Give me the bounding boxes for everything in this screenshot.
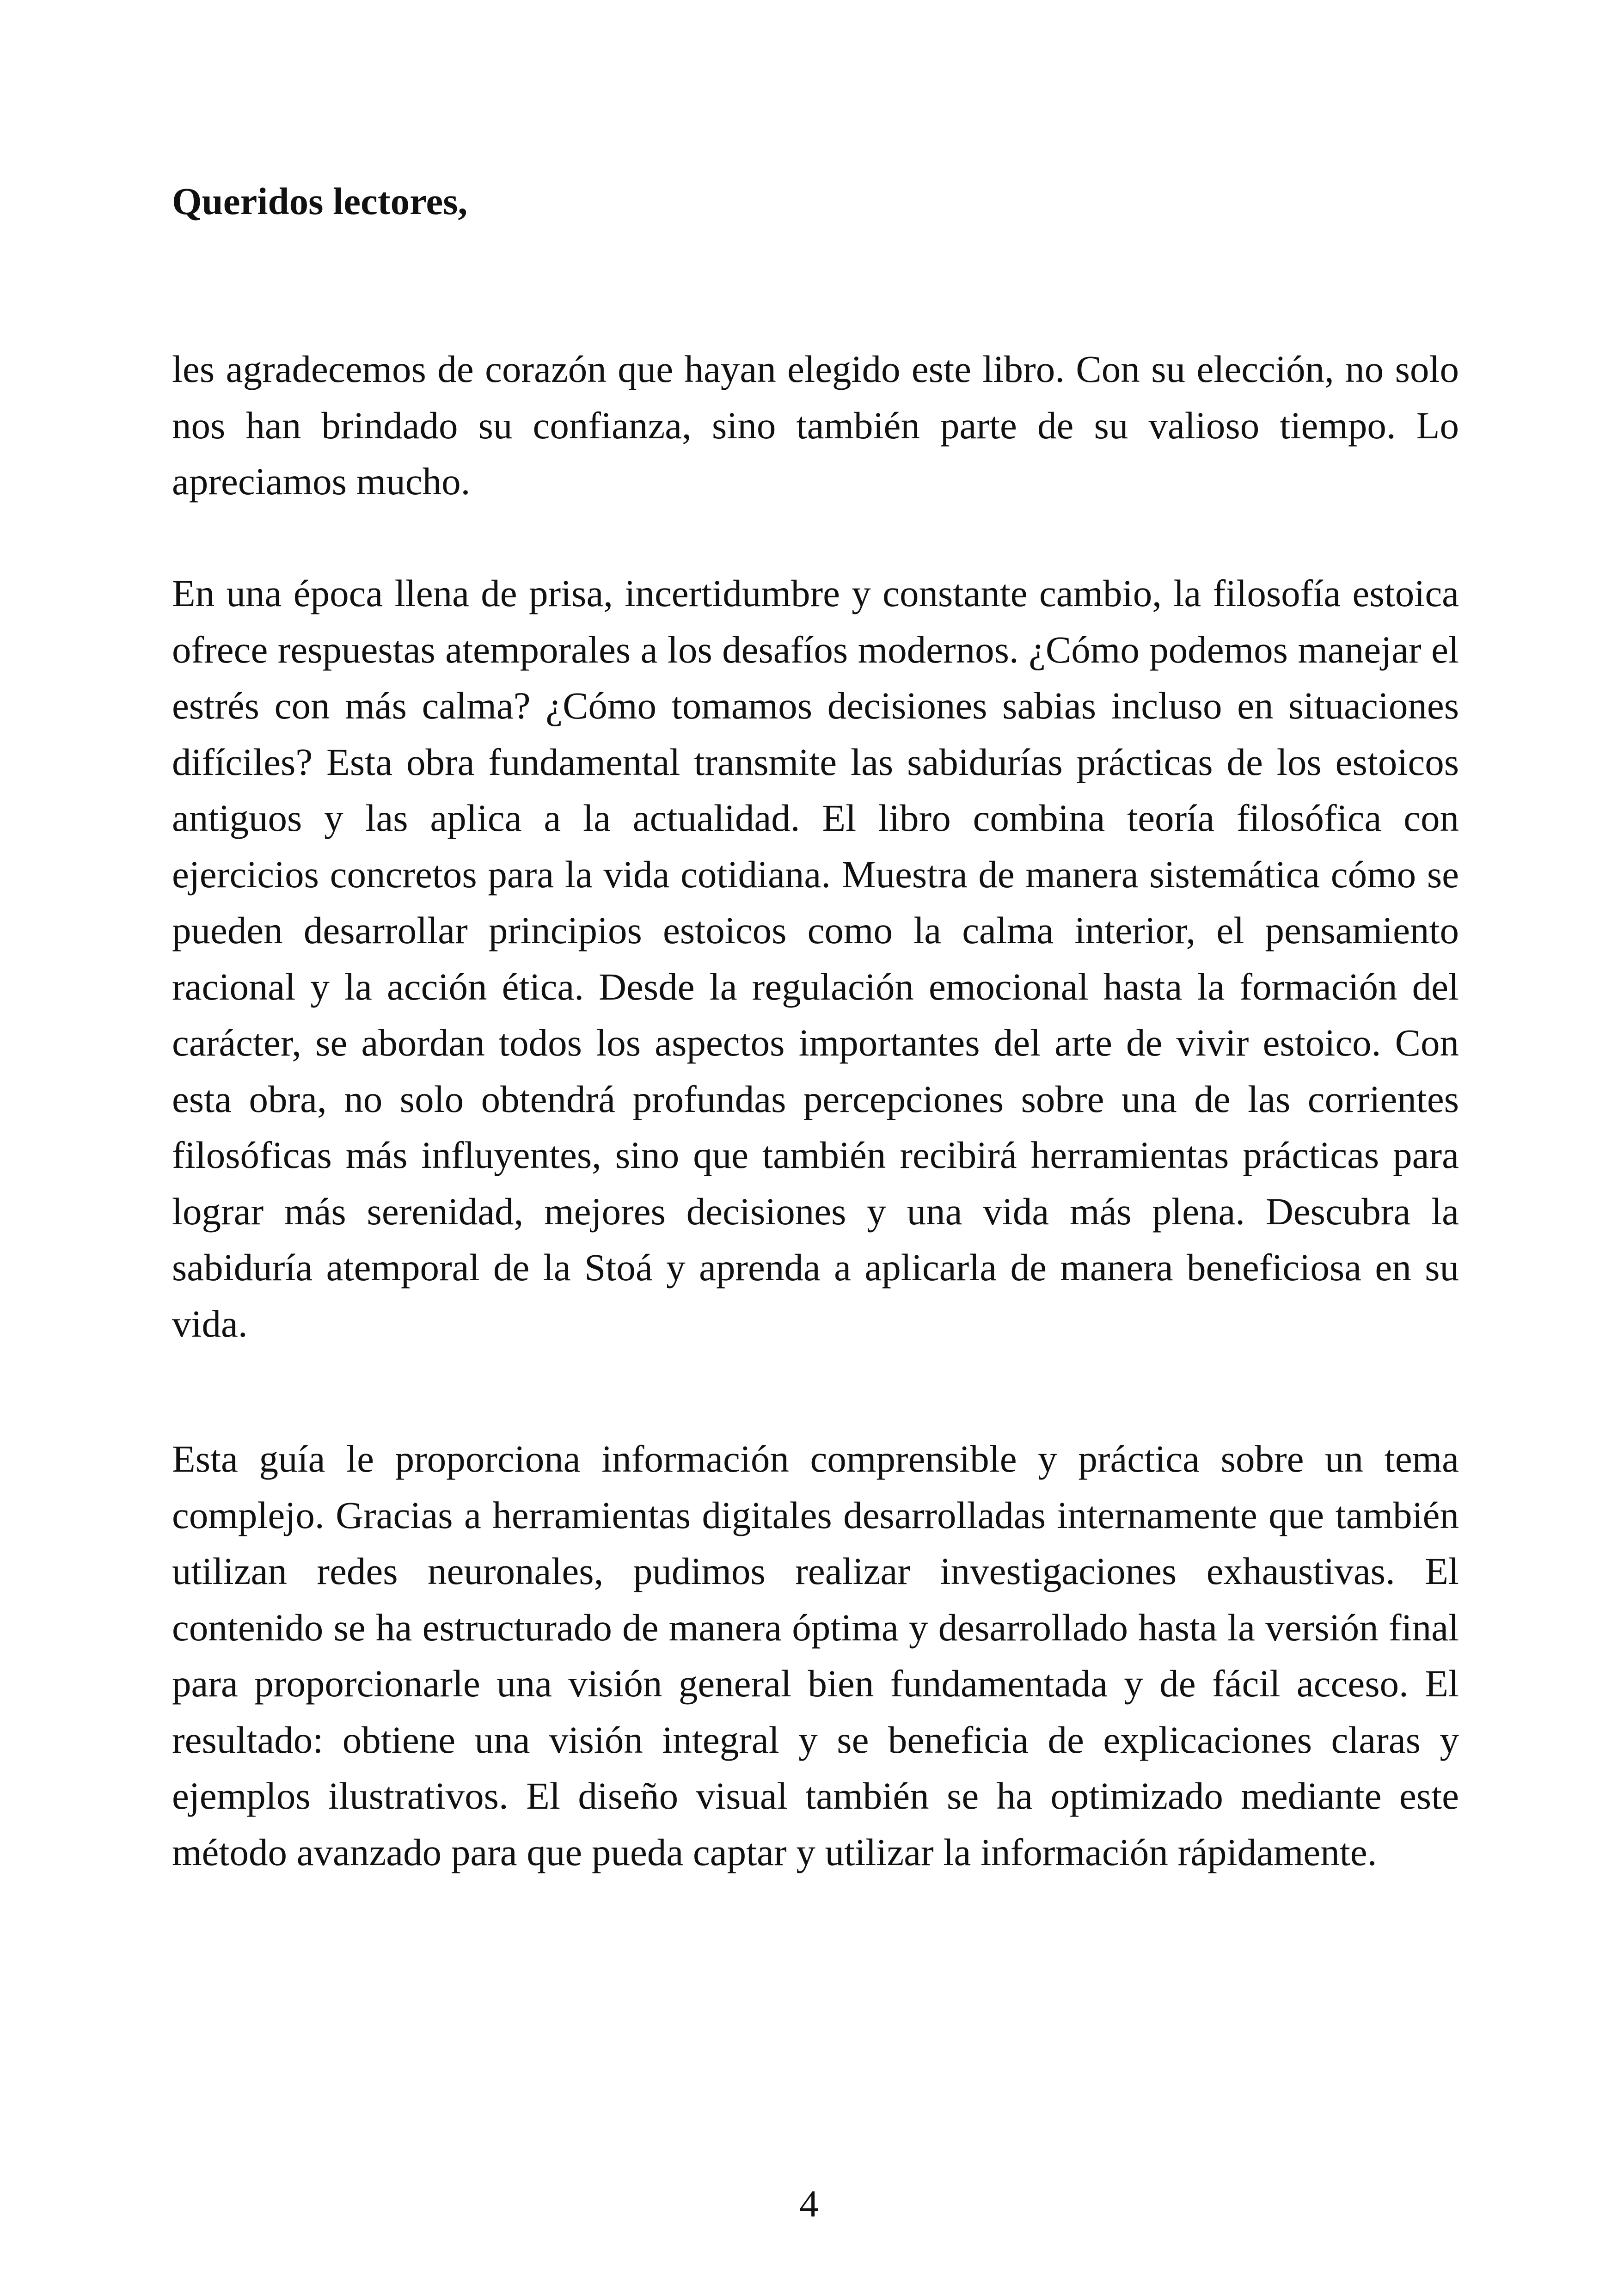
greeting-heading: Queridos lectores,	[172, 180, 468, 222]
paragraph-guide-info: Esta guía le proporciona información comprensible y práctica sobre un tema complejo. Gracias a herramientas digitales desarrolladas internamente que también utilizan redes neuronales, pudimos realizar investigaciones exhaustivas. El contenido se ha estructurado de manera óptima y desarrollado hasta la versión final para proporcionarle una visión general bien fundamentada y de fácil acceso. El resultado: obtiene una visión integral y se beneficia de explicaciones claras y ejemplos ilustrativos. El diseño visual también se ha optimizado mediante este método avanzado para que pueda captar y utilizar la información rápidamente.	[172, 1437, 1459, 1873]
paragraph-stoic-philosophy: En una época llena de prisa, incertidumbre y constante cambio, la filosofía estoica ofrece respuestas atemporales a los desafíos modernos. ¿Cómo podemos manejar el estrés con más calma? ¿Cómo tomamos decisiones sabias incluso en situaciones difíciles? Esta obra fundamental transmite las sabidurías prácticas de los estoicos antiguos y las aplica a la actualidad. El libro combina teoría filosófica con ejercicios concretos para la vida cotidiana. Muestra de manera sistemática cómo se pueden desarrollar principios estoicos como la calma interior, el pensamiento racional y la acción ética. Desde la regulación emocional hasta la formación del carácter, se abordan todos los aspectos importantes del arte de vivir estoico. Con esta obra, no solo obtendrá profundas percepciones sobre una de las corrientes filosóficas más influyentes, sino que también recibirá herramientas prácticas para lograr más serenidad, mejores decisiones y una vida más plena. Descubra la sabiduría atemporal de la Stoá y aprenda a aplicarla de manera beneficiosa en su vida.	[172, 572, 1459, 1345]
page-number: 4	[799, 2182, 819, 2225]
paragraph-thanks: les agradecemos de corazón que hayan elegido este libro. Con su elección, no solo nos han brindado su confianza, sino también parte de su valioso tiempo. Lo apreciamos mucho.	[172, 348, 1459, 503]
